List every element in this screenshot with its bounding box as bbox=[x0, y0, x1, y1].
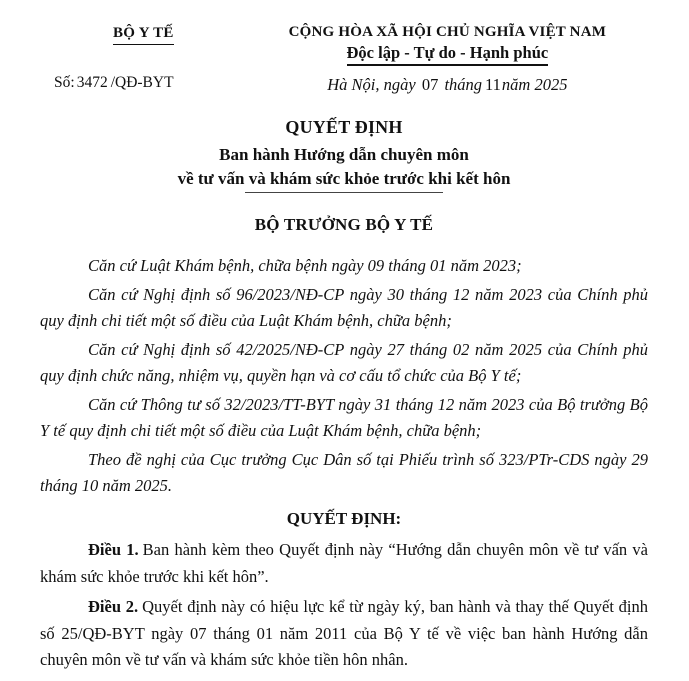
document-title: QUYẾT ĐỊNH bbox=[285, 117, 403, 137]
national-header-block bbox=[247, 24, 648, 95]
preamble-paragraph: Căn cứ Nghị định số 96/2023/NĐ-CP ngày 30 tháng 12 năm 2023 của Chính phủ quy định chi tiết một số điều của Luật Khám bệnh, chữa bệnh; bbox=[40, 285, 648, 330]
document-subtitle-line2: về tư vấn và khám sức khỏe trước khi kết hôn bbox=[177, 169, 511, 188]
issuing-agency-block bbox=[40, 24, 247, 92]
date-mid: tháng bbox=[444, 75, 483, 94]
document-subtitle-line1: Ban hành Hướng dẫn chuyên môn bbox=[219, 145, 469, 164]
article-2-label: Điều 2. bbox=[88, 597, 139, 616]
decision-heading: QUYẾT ĐỊNH: bbox=[286, 509, 402, 528]
article-2 bbox=[40, 594, 648, 674]
article-1 bbox=[40, 537, 648, 590]
article-1-label: Điều 1. bbox=[88, 540, 139, 559]
document-number-line bbox=[40, 74, 247, 92]
national-motto-line2: Độc lập - Tự do - Hạnh phúc bbox=[347, 43, 549, 66]
title-separator-rule bbox=[245, 192, 443, 193]
date-month-value: 11 bbox=[485, 75, 501, 94]
article-2-text: Quyết định này có hiệu lực kể từ ngày ký, ban hành và thay thế Quyết định số 25/QĐ-BYT ngày 07 tháng 01 năm 2011 của Bộ Y tế về việc ban hành Hướng dẫn chuyên môn về tư vấn và khám sức khỏe tiền hôn nhân. bbox=[40, 597, 649, 669]
article-1-text: Ban hành kèm theo Quyết định này “Hướng dẫn chuyên môn về tư vấn và khám sức khỏe trước khi kết hôn”. bbox=[40, 540, 648, 586]
issuing-agency-name: BỘ Y TẾ bbox=[113, 25, 174, 45]
document-header bbox=[40, 24, 648, 95]
national-motto-line1: CỘNG HÒA XÃ HỘI CHỦ NGHĨA VIỆT NAM bbox=[288, 24, 607, 40]
date-suffix: năm 2025 bbox=[501, 75, 568, 94]
document-number-value: 3472 bbox=[76, 74, 108, 91]
preamble-paragraph: Căn cứ Nghị định số 42/2025/NĐ-CP ngày 27 tháng 02 năm 2025 của Chính phủ quy định chức năng, nhiệm vụ, quyền hạn và cơ cấu tổ chức của Bộ Y tế; bbox=[40, 340, 648, 385]
place-and-date-line bbox=[247, 75, 648, 95]
date-day-value: 07 bbox=[421, 75, 439, 94]
preamble-paragraph: Căn cứ Luật Khám bệnh, chữa bệnh ngày 09 tháng 01 năm 2023; bbox=[88, 256, 522, 275]
document-title-block bbox=[40, 117, 648, 193]
document-number-label: Số: bbox=[54, 74, 75, 91]
preamble-section bbox=[40, 253, 648, 499]
preamble-paragraph: Căn cứ Thông tư số 32/2023/TT-BYT ngày 31 tháng 12 năm 2023 của Bộ trưởng Bộ Y tế quy định chi tiết một số điều của Luật Khám bệnh, chữa bệnh; bbox=[40, 395, 648, 440]
issuer-title: BỘ TRƯỞNG BỘ Y TẾ bbox=[254, 215, 434, 234]
document-number-suffix: /QĐ-BYT bbox=[110, 74, 174, 91]
preamble-paragraph: Theo đề nghị của Cục trưởng Cục Dân số tại Phiếu trình số 323/PTr-CDS ngày 29 tháng 10 năm 2025. bbox=[40, 450, 648, 495]
articles-section bbox=[40, 537, 648, 674]
date-prefix: Hà Nội, ngày bbox=[327, 75, 416, 94]
